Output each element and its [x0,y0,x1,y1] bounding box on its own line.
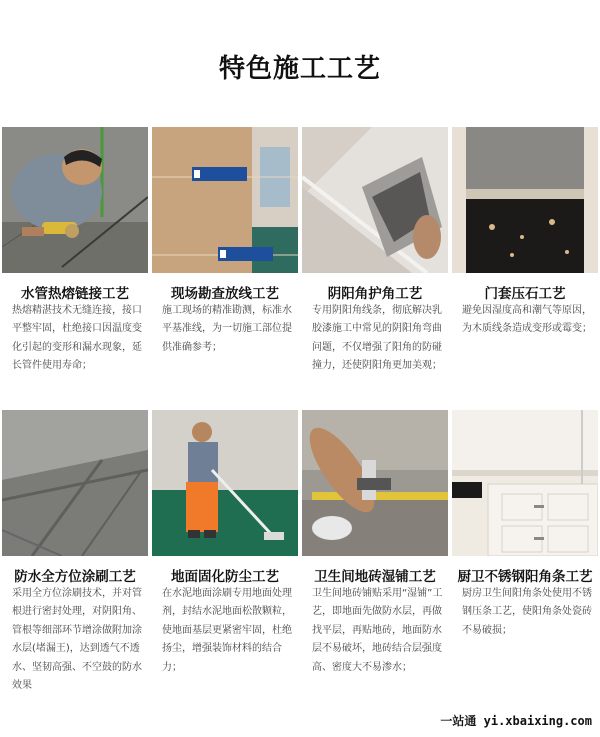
card-desc: 在水泥地面涂刷专用地面处理剂，封结水泥地面松散颗粒，使地面基层更紧密牢固，杜绝扬尘，增强装饰材料的结合力； [162,588,292,673]
trowel-corner-icon [302,127,448,273]
card-title: 阴阳角护角工艺 [327,286,423,302]
wall-level-line-icon [152,127,298,273]
tile-hammer-icon [302,410,448,556]
door-stone-icon [452,127,598,273]
card-title: 地面固化防尘工艺 [171,569,279,585]
worker-welding-pipe-icon [2,127,148,273]
page-title: 特色施工工艺 [218,54,381,84]
card-title: 现场勘查放线工艺 [171,286,279,302]
card-title: 厨卫不锈钢阳角条工艺 [457,569,593,585]
card-desc: 卫生间地砖铺贴采用“湿铺”工艺，即地面先做防水层，再做找平层，再贴地砖，地面防水层不易破坏，地砖结合层强度高、密度大不易渗水； [312,588,443,673]
card-title: 防水全方位涂刷工艺 [14,569,136,585]
worker-rolling-floor-icon [152,410,298,556]
card-desc: 施工现场的精准勘测，标准水平基准线，为一切施工部位提供准确参考； [162,305,292,353]
footer-watermark: 一站通 yi.xbaixing.com [440,714,592,728]
card-desc: 专用阴阳角线条，彻底解决乳胶漆施工中常见的阴阳角弯曲问题，不仅增强了阳角的防碰撞力，还使阴阳角更加美观； [312,305,442,372]
card-desc: 厨房卫生间阳角条处使用不锈钢压条工艺，使阳角条处瓷砖不易破损； [462,588,592,636]
card-desc: 避免因湿度高和潮气等原因，为木质线条造成变形或霉变； [462,305,592,335]
card-title: 卫生间地砖湿铺工艺 [314,569,436,585]
card-desc: 采用全方位涂刷技术，并对管根进行密封处理，对阴阳角、管根等细部环节增涂做附加涂水层(堵漏王)，达到透气不透水、坚韧高强、不空鼓的防水效果 [12,588,142,692]
card-desc: 热熔精湛技术无缝连接，接口平整牢固，杜绝接口因温度变化引起的变形和漏水现象，延长管件使用寿命； [12,305,142,372]
waterproof-floor-icon [2,410,148,556]
card-title: 水管热熔链接工艺 [21,286,129,302]
card-title: 门套压石工艺 [484,286,566,302]
kitchen-cabinet-icon [452,410,598,556]
